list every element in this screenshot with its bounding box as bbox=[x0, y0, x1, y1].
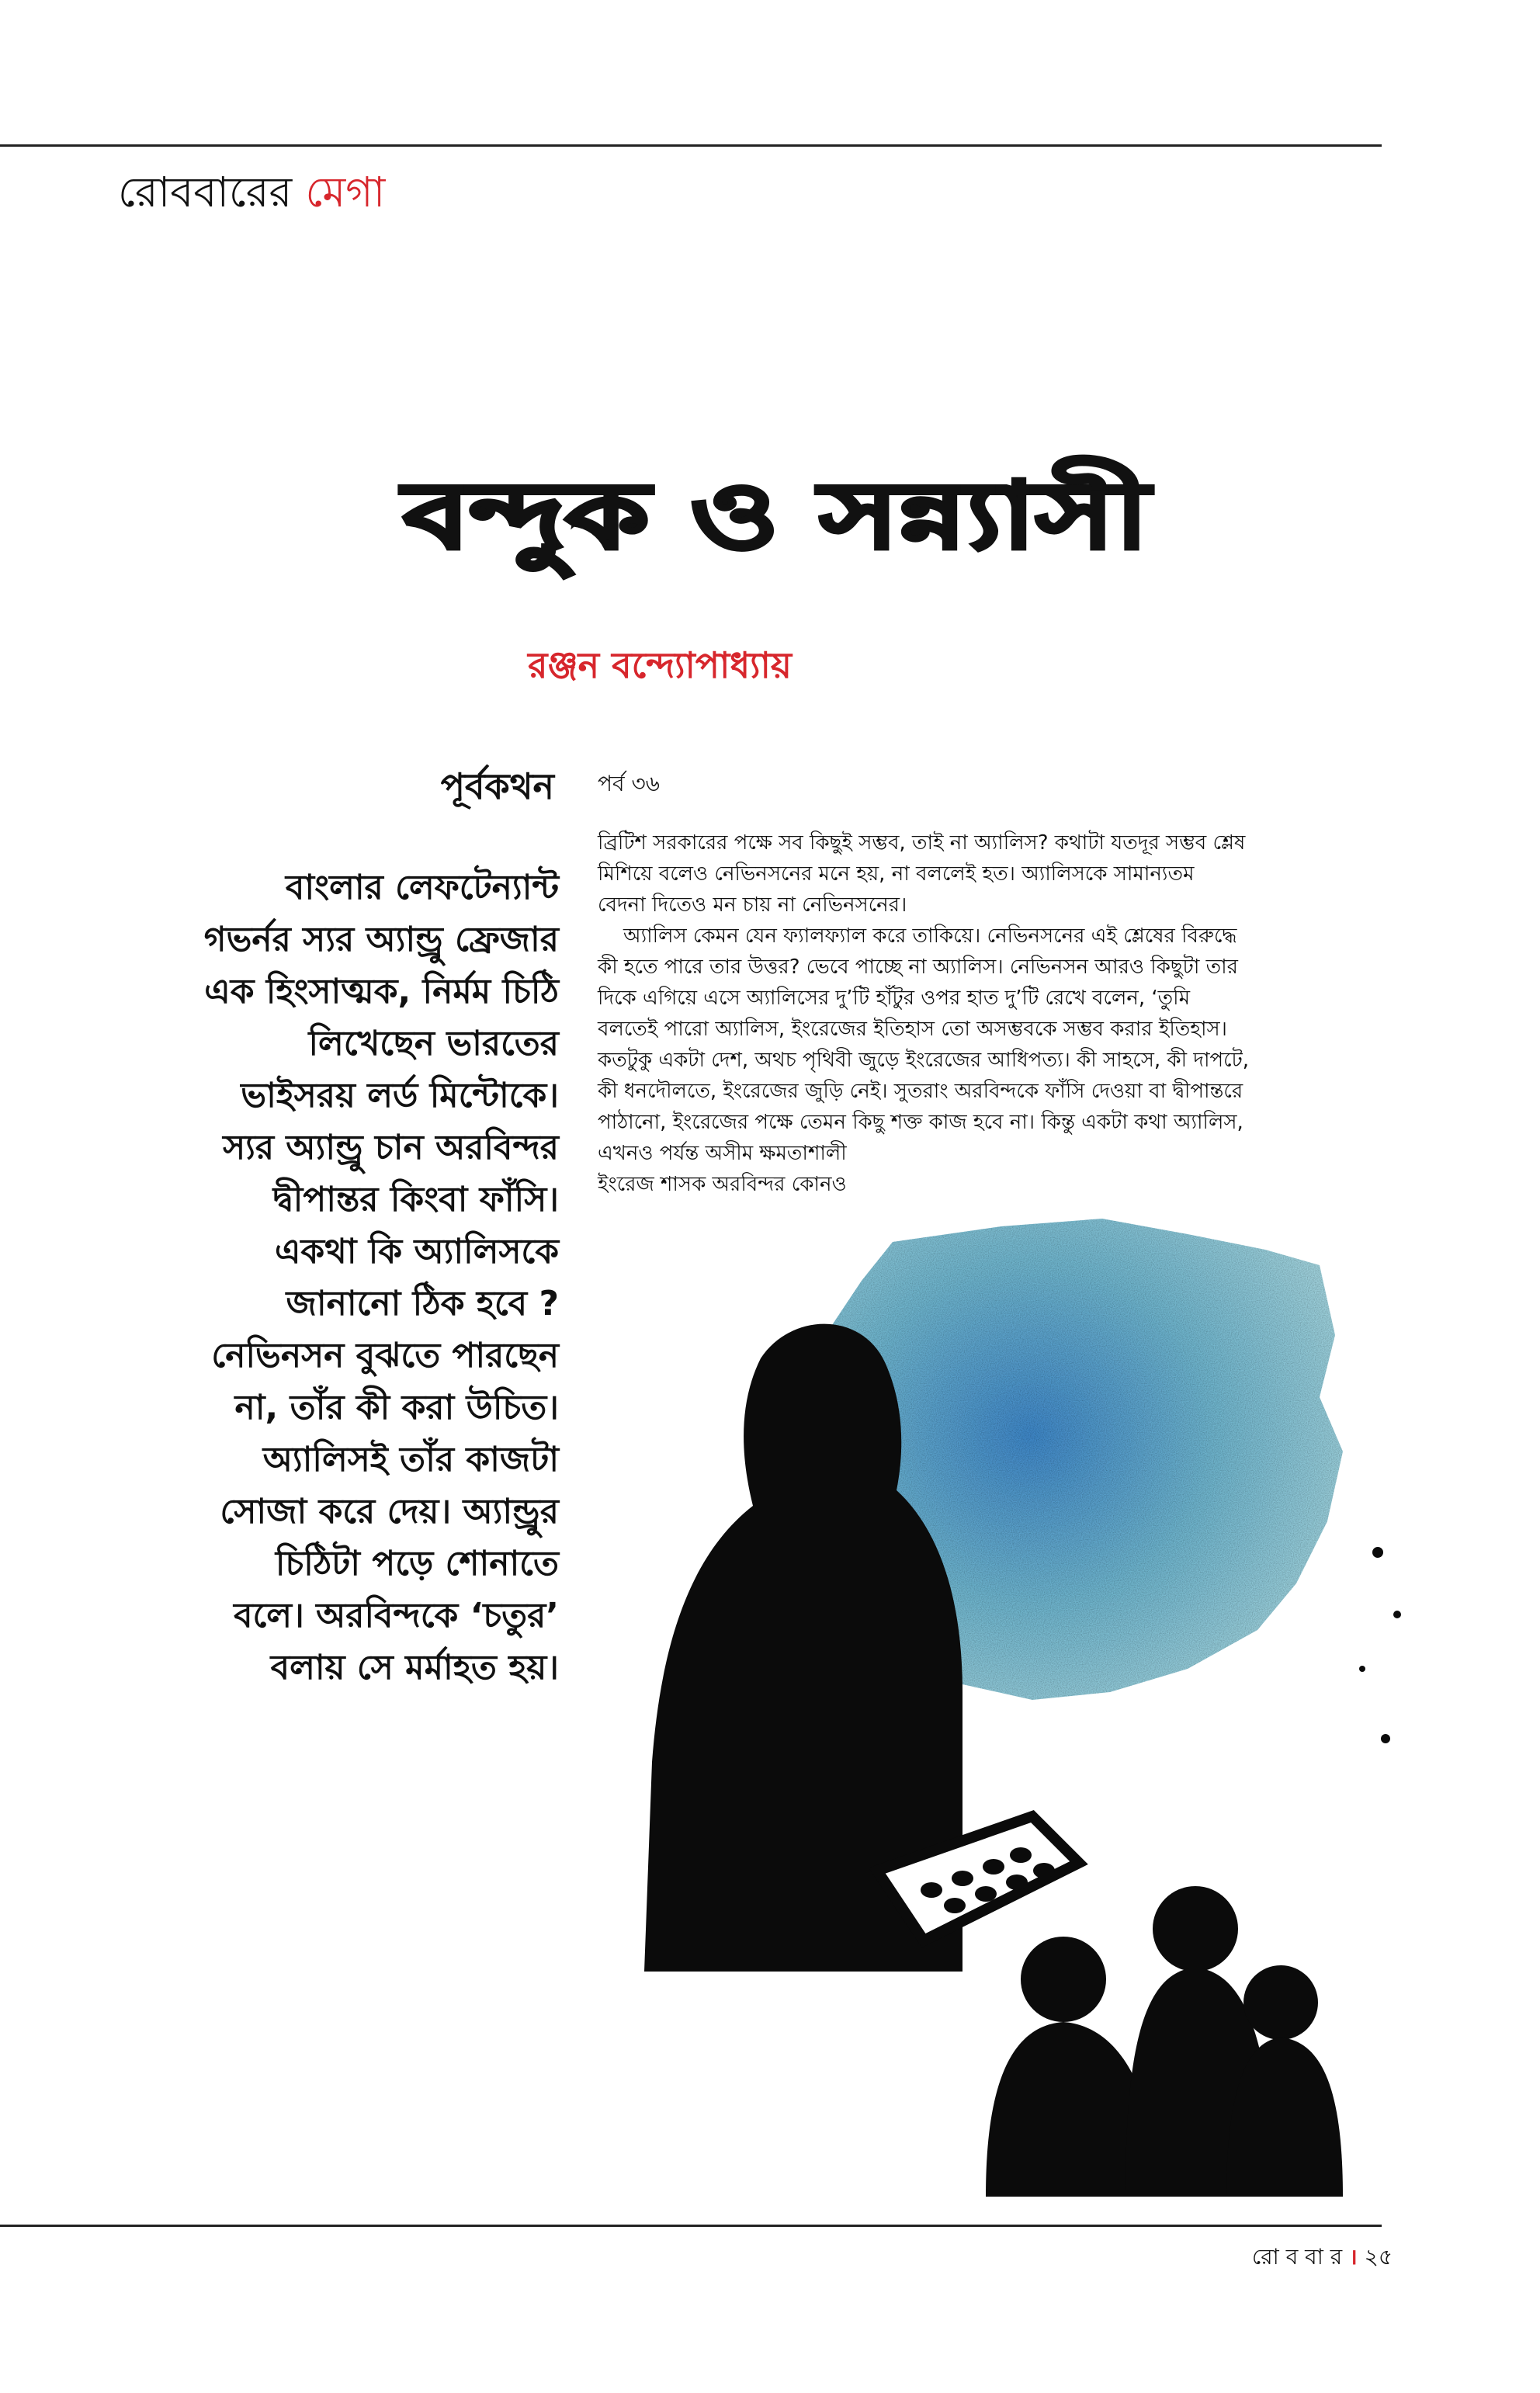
section-header bbox=[118, 161, 385, 224]
body-line: দিকে এগিয়ে এসে অ্যালিসের দু’টি হাঁটুর ওপর হাত দু’টি রেখে বলেন, ‘তুমি bbox=[598, 987, 1191, 1010]
recap-line: বলায় সে মর্মাহত হয়। bbox=[270, 1648, 559, 1687]
top-rule bbox=[0, 144, 1382, 147]
bottom-rule bbox=[0, 2225, 1382, 2227]
page-number: ২৫ bbox=[1364, 2244, 1393, 2270]
episode-label: পর্ব ৩৬ bbox=[598, 771, 660, 796]
story-body bbox=[598, 827, 1420, 1200]
recap-line: এক হিংসাত্মক, নির্মম চিঠি bbox=[204, 972, 559, 1011]
recap-heading: পূর্বকথন bbox=[440, 765, 554, 807]
body-line: ব্রিটিশ সরকারের পক্ষে সব কিছুই সম্ভব, তাই না অ্যালিস? কথাটা যতদূর সম্ভব শ্লেষ bbox=[598, 831, 1246, 855]
ink-splatter bbox=[1359, 1547, 1401, 1743]
story-title-text: বন্দুক ও সন্ন্যাসী bbox=[404, 462, 976, 569]
body-line: মিশিয়ে বলেও নেভিনসনের মনে হয়, না বললেই হত। অ্যালিসকে সামান্যতম bbox=[598, 862, 1195, 886]
page-footer bbox=[1252, 2242, 1393, 2273]
body-line: পাঠানো, ইংরেজের পক্ষে তেমন কিছু শক্ত কাজ হবে না। কিন্তু একটা কথা অ্যালিস, bbox=[598, 1111, 1243, 1134]
recap-line: গভর্নর স্যর অ্যান্ড্রু ফ্রেজার bbox=[203, 920, 559, 959]
body-line: অ্যালিস কেমন যেন ফ্যালফ্যাল করে তাকিয়ে। নেভিনসনের এই শ্লেষের বিরুদ্ধে bbox=[598, 924, 1237, 948]
recap-line: বাংলার লেফটেন্যান্ট bbox=[285, 868, 559, 907]
recap-line: জানানো ঠিক হবে ? bbox=[286, 1284, 559, 1323]
recap-line: না, তাঁর কী করা উচিত। bbox=[234, 1388, 559, 1427]
recap-line: সোজা করে দেয়। অ্যান্ড্রুর bbox=[220, 1492, 559, 1531]
group-of-figures-silhouette bbox=[986, 1886, 1343, 2197]
body-line: কতটুকু একটা দেশ, অথচ পৃথিবী জুড়ে ইংরেজের আধিপত্য। কী সাহসে, কী দাপটে, bbox=[598, 1049, 1250, 1072]
body-line: এখনও পর্যন্ত অসীম ক্ষমতাশালী bbox=[598, 1142, 847, 1165]
recap-summary bbox=[93, 862, 559, 1694]
body-line: কী হতে পারে তার উত্তর? ভেবে পাচ্ছে না অ্যালিস। নেভিনসন আরও কিছুটা তার bbox=[598, 955, 1238, 979]
section-accent: মেগা bbox=[305, 168, 386, 217]
recap-line: অ্যালিসই তাঁর কাজটা bbox=[262, 1440, 559, 1479]
recap-line: ভাইসরয় লর্ড মিন্টোকে। bbox=[241, 1076, 559, 1115]
author-name: রঞ্জন বন্দ্যোপাধ্যায় bbox=[528, 644, 792, 686]
body-line: বলতেই পারো অ্যালিস, ইংরেজের ইতিহাস তো অসম্ভবকে সম্ভব করার ইতিহাস। bbox=[598, 1018, 1227, 1041]
recap-line: বলে। অরবিন্দকে ‘চতুর’ bbox=[234, 1596, 559, 1635]
recap-line: চিঠিটা পড়ে শোনাতে bbox=[275, 1544, 559, 1583]
recap-line: দ্বীপান্তর কিংবা ফাঁসি। bbox=[272, 1180, 559, 1219]
body-line: কী ধনদৌলতে, ইংরেজের জুড়ি নেই। সুতরাং অরবিন্দকে ফাঁসি দেওয়া বা দ্বীপান্তরে bbox=[598, 1080, 1243, 1103]
recap-line: লিখেছেন ভারতের bbox=[308, 1024, 559, 1063]
recap-line: স্যর অ্যান্ড্রু চান অরবিন্দর bbox=[223, 1128, 559, 1167]
publication-name: রো ব বা র bbox=[1251, 2244, 1343, 2270]
body-line: ইংরেজ শাসক অরবিন্দর কোনও bbox=[598, 1173, 847, 1196]
body-line: বেদনা দিতেও মন চায় না নেভিনসনের। bbox=[598, 893, 907, 917]
story-illustration bbox=[598, 1195, 1420, 2197]
section-prefix: রোববারের bbox=[118, 168, 293, 217]
recap-line: নেভিনসন বুঝতে পারছেন bbox=[211, 1336, 559, 1375]
story-title bbox=[388, 404, 1164, 605]
footer-separator: । bbox=[1349, 2244, 1358, 2270]
recap-line: একথা কি অ্যালিসকে bbox=[274, 1232, 559, 1271]
